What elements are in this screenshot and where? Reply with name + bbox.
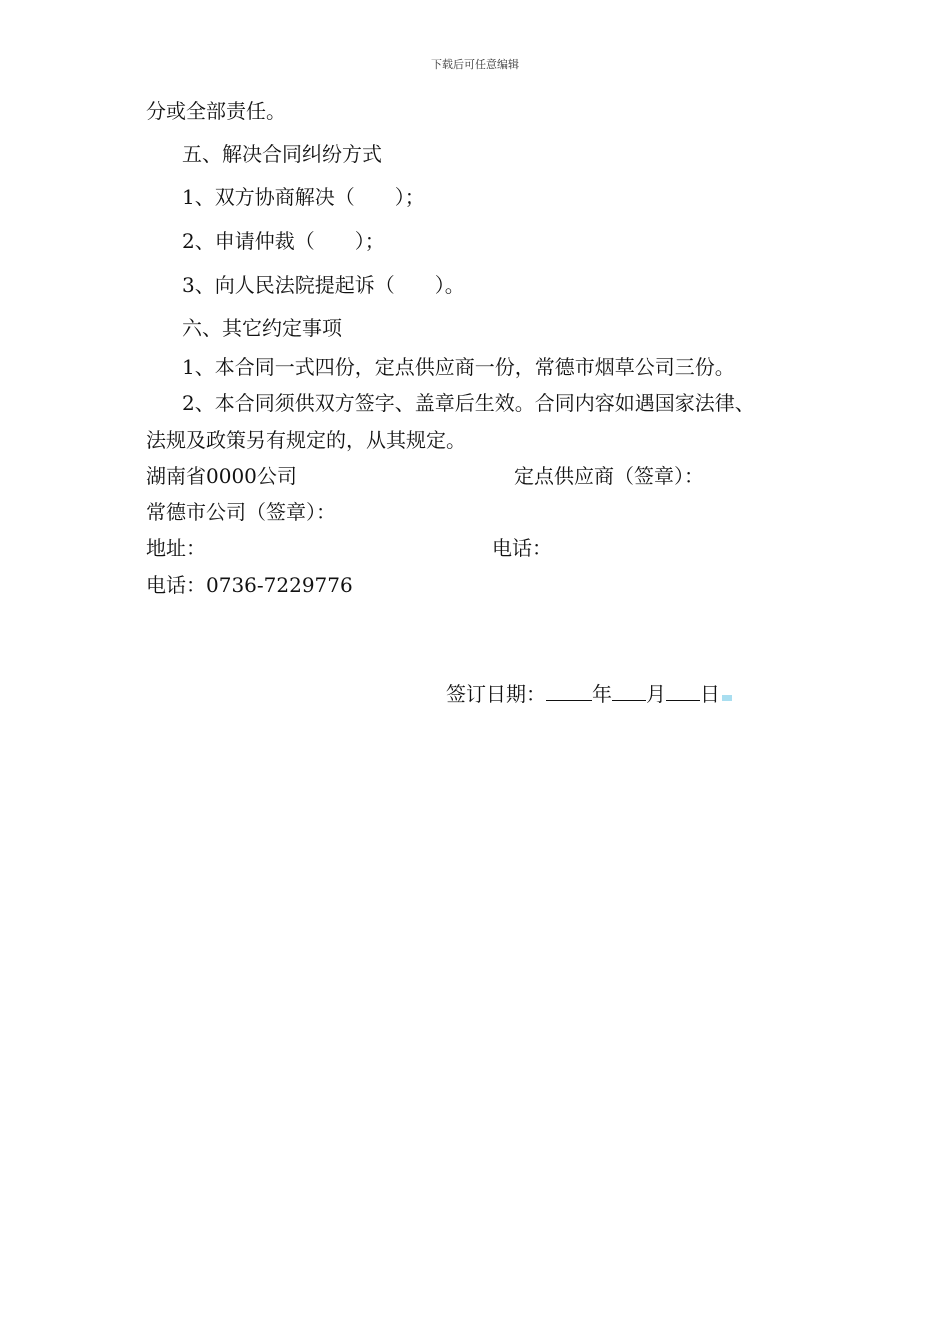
company-left-name: 湖南省0000公司 <box>146 464 297 488</box>
page-header: 下载后可任意编辑 <box>431 58 519 71</box>
section-heading-dispute-resolution: 五、解决合同纠纷方式 <box>182 142 382 166</box>
clause-effect-line2: 法规及政策另有规定的，从其规定。 <box>146 428 466 452</box>
option-arbitration: 2、申请仲裁（ ）； <box>182 229 385 253</box>
supplier-signature-label: 定点供应商（签章）： <box>514 464 704 488</box>
day-blank <box>666 680 700 701</box>
changde-signature-label: 常德市公司（签章）： <box>146 500 336 524</box>
year-label: 年 <box>592 682 612 706</box>
option-lawsuit: 3、向人民法院提起诉（ ）。 <box>182 273 465 297</box>
paragraph-continuation: 分或全部责任。 <box>146 99 286 123</box>
supplier-phone-label: 电话： <box>492 536 552 560</box>
company-phone: 电话：0736-7229776 <box>146 573 353 597</box>
clause-copies: 1、本合同一式四份，定点供应商一份，常德市烟草公司三份。 <box>182 355 735 379</box>
section-heading-other-matters: 六、其它约定事项 <box>182 316 342 340</box>
year-blank <box>546 680 592 701</box>
option-negotiation: 1、双方协商解决（ ）； <box>182 185 425 209</box>
month-blank <box>612 680 646 701</box>
text-cursor-mark <box>722 695 732 701</box>
day-label: 日 <box>700 682 720 706</box>
address-label: 地址： <box>146 536 206 560</box>
signing-date-label: 签订日期： <box>446 682 546 706</box>
clause-effect-line1: 2、本合同须供双方签字、盖章后生效。合同内容如遇国家法律、 <box>182 391 755 415</box>
signing-date-row <box>446 680 732 707</box>
month-label: 月 <box>646 682 666 706</box>
